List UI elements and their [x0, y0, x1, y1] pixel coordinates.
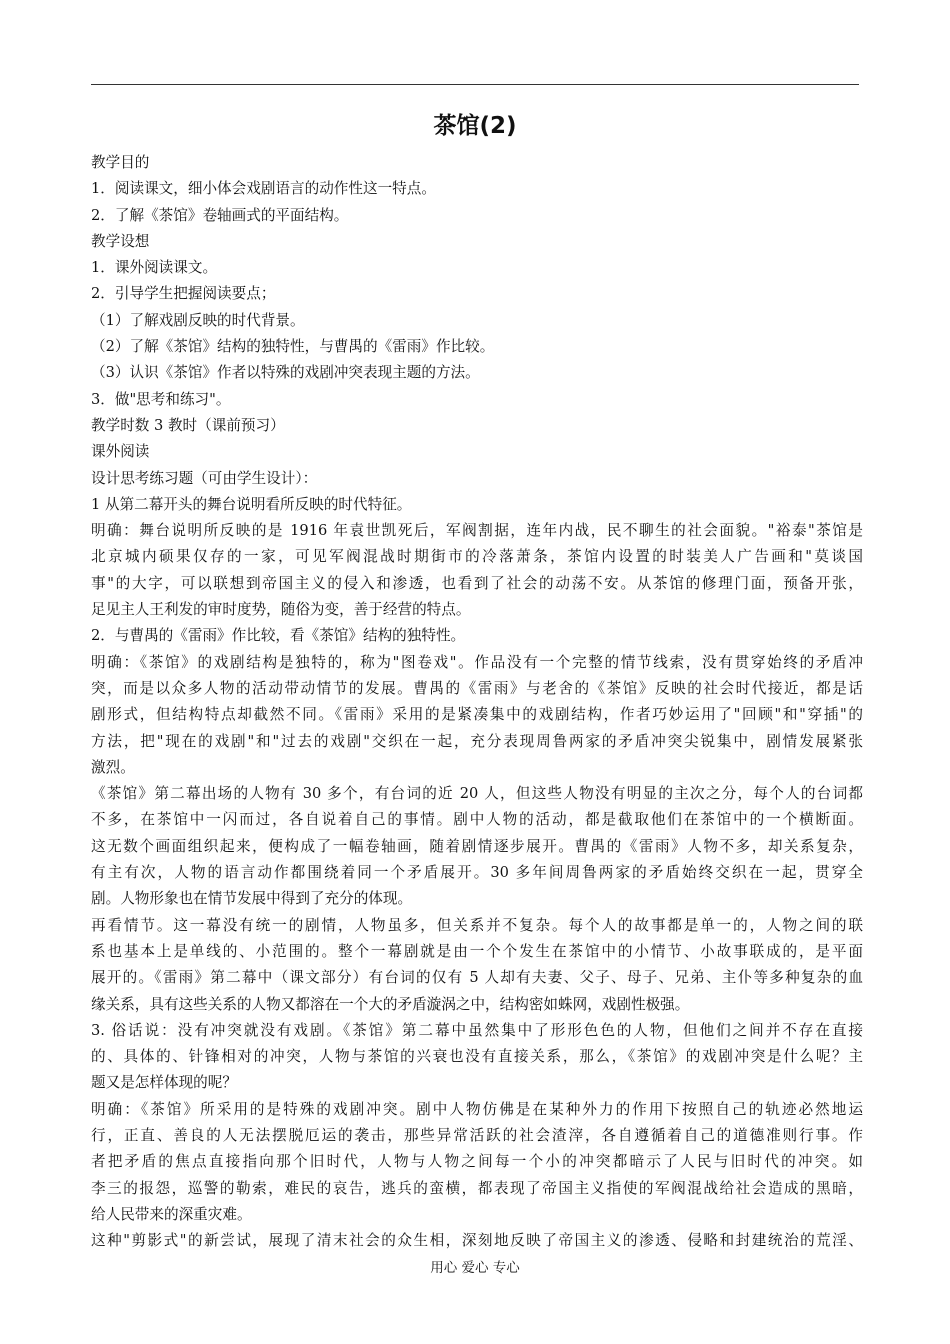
- text-line: （1）了解戏剧反映的时代背景。: [91, 311, 305, 329]
- text-line: 1．阅读课文，细小体会戏剧语言的动作性这一特点。: [91, 180, 436, 198]
- text-line: 明确：《茶馆》所采用的是特殊的戏剧冲突。剧中人物仿佛是在某种外力的作用下按照自己的轨迹必然地运: [91, 1100, 863, 1118]
- text-line: 这种"剪影式"的新尝试，展现了清末社会的众生相，深刻地反映了帝国主义的渗透、侵略和封建统治的荒淫、: [91, 1232, 863, 1250]
- text-line: 展开的。《雷雨》第二幕中（课文部分）有台词的仅有 5 人却有夫妻、父子、母子、兄弟、主仆等多种复杂的血: [91, 969, 863, 987]
- text-line: 教学时数 3 教时（课前预习）: [91, 416, 285, 434]
- text-line: （3）认识《茶馆》作者以特殊的戏剧冲突表现主题的方法。: [91, 364, 480, 382]
- text-line: 2．了解《茶馆》卷轴画式的平面结构。: [91, 206, 349, 224]
- text-line: 足见主人王利发的审时度势，随俗为变，善于经营的特点。: [91, 601, 471, 619]
- text-line: 明确：舞台说明所反映的是 1916 年袁世凯死后，军阀割据，连年内战，民不聊生的社会面貌。"裕泰"茶馆是: [91, 522, 863, 540]
- text-line: 再看情节。这一幕没有统一的剧情，人物虽多，但关系并不复杂。每个人的故事都是单一的，人物之间的联: [91, 916, 863, 934]
- text-line: （2）了解《茶馆》结构的独特性，与曹禺的《雷雨》作比较。: [91, 338, 495, 356]
- text-line: 题又是怎样体现的呢？: [91, 1074, 237, 1092]
- page-title: 茶馆(2): [433, 113, 517, 139]
- text-line: 教学设想: [91, 232, 150, 250]
- text-line: 的、具体的、针锋相对的冲突，人物与茶馆的兴衰也没有直接关系，那么，《茶馆》的戏剧冲突是什么呢？主: [91, 1048, 863, 1066]
- text-line: 剧形式，但结构特点却截然不同。《雷雨》采用的是紧凑集中的戏剧结构，作者巧妙运用了"回顾"和"穿插"的: [91, 706, 863, 724]
- text-line: 教学目的: [91, 154, 150, 171]
- text-line: 李三的报怨，巡警的勒索，难民的哀告，逃兵的蛮横，都表现了帝国主义指使的军阀混战给社会造成的黑暗，: [91, 1179, 863, 1197]
- text-line: 设计思考练习题（可由学生设计）：: [91, 469, 318, 487]
- text-line: 3．做"思考和练习"。: [91, 390, 231, 408]
- text-line: 行，正直、善良的人无法摆脱厄运的袭击，那些异常活跃的社会渣滓，各自遵循着自己的道德准则行事。作: [91, 1126, 863, 1144]
- document-body: [91, 150, 863, 1254]
- text-line: 3. 俗话说：没有冲突就没有戏剧。《茶馆》第二幕中虽然集中了形形色色的人物，但他们之间并不存在直接: [91, 1021, 863, 1039]
- text-line: 1 从第二幕开头的舞台说明看所反映的时代特征。: [91, 495, 412, 513]
- text-line: 2．与曹禺的《雷雨》作比较，看《茶馆》结构的独特性。: [91, 627, 466, 645]
- text-line: 北京城内硕果仅存的一家，可见军阀混战时期街市的冷落萧条，茶馆内设置的时装美人广告画和"莫谈国: [91, 548, 863, 566]
- text-line: 激烈。: [91, 758, 135, 776]
- header-rule: [91, 84, 859, 85]
- text-line: 有主有次，人物的语言动作都围绕着同一个矛盾展开。30 多年间周鲁两家的矛盾始终交织在一起，贯穿全: [91, 864, 863, 882]
- text-line: 不多，在茶馆中一闪而过，各自说着自己的事情。剧中人物的活动，都是截取他们在茶馆中的一个横断面。: [91, 811, 863, 829]
- text-line: 明确：《茶馆》的戏剧结构是独特的，称为"图卷戏"。作品没有一个完整的情节线索，没有贯穿始终的矛盾冲: [91, 653, 863, 671]
- text-line: 给人民带来的深重灾难。: [91, 1205, 252, 1223]
- text-line: 2．引导学生把握阅读要点；: [91, 285, 276, 303]
- text-line: 1．课外阅读课文。: [91, 259, 218, 277]
- text-line: 突，而是以众多人物的活动带动情节的发展。曹禺的《雷雨》与老舍的《茶馆》反映的社会时代接近，都是话: [91, 679, 863, 697]
- text-line: 系也基本上是单线的、小范围的。整个一幕剧就是由一个个发生在茶馆中的小情节、小故事联成的，是平面: [91, 942, 863, 960]
- text-line: 方法，把"现在的戏剧"和"过去的戏剧"交织在一起，充分表现周鲁两家的矛盾冲突尖锐集中，剧情发展紧张: [91, 732, 863, 750]
- text-line: 剧。人物形象也在情节发展中得到了充分的体现。: [91, 890, 413, 908]
- page-footer: 用心 爱心 专心: [430, 1260, 520, 1276]
- text-line: 缘关系，具有这些关系的人物又都溶在一个大的矛盾漩涡之中，结构密如蛛网，戏剧性极强。: [91, 995, 690, 1013]
- text-line: 事"的大字，可以联想到帝国主义的侵入和渗透，也看到了社会的动荡不安。从茶馆的修理门面，预备开张，: [91, 574, 863, 592]
- text-line: 《茶馆》第二幕出场的人物有 30 多个，有台词的近 20 人，但这些人物没有明显的主次之分，每个人的台词都: [91, 785, 863, 803]
- text-line: 这无数个画面组织起来，便构成了一幅卷轴画，随着剧情逐步展开。曹禺的《雷雨》人物不多，却关系复杂，: [91, 837, 863, 855]
- text-line: 课外阅读: [91, 443, 150, 461]
- text-line: 者把矛盾的焦点直接指向那个旧时代，人物与人物之间每一个小的冲突都暗示了人民与旧时代的冲突。如: [91, 1153, 863, 1171]
